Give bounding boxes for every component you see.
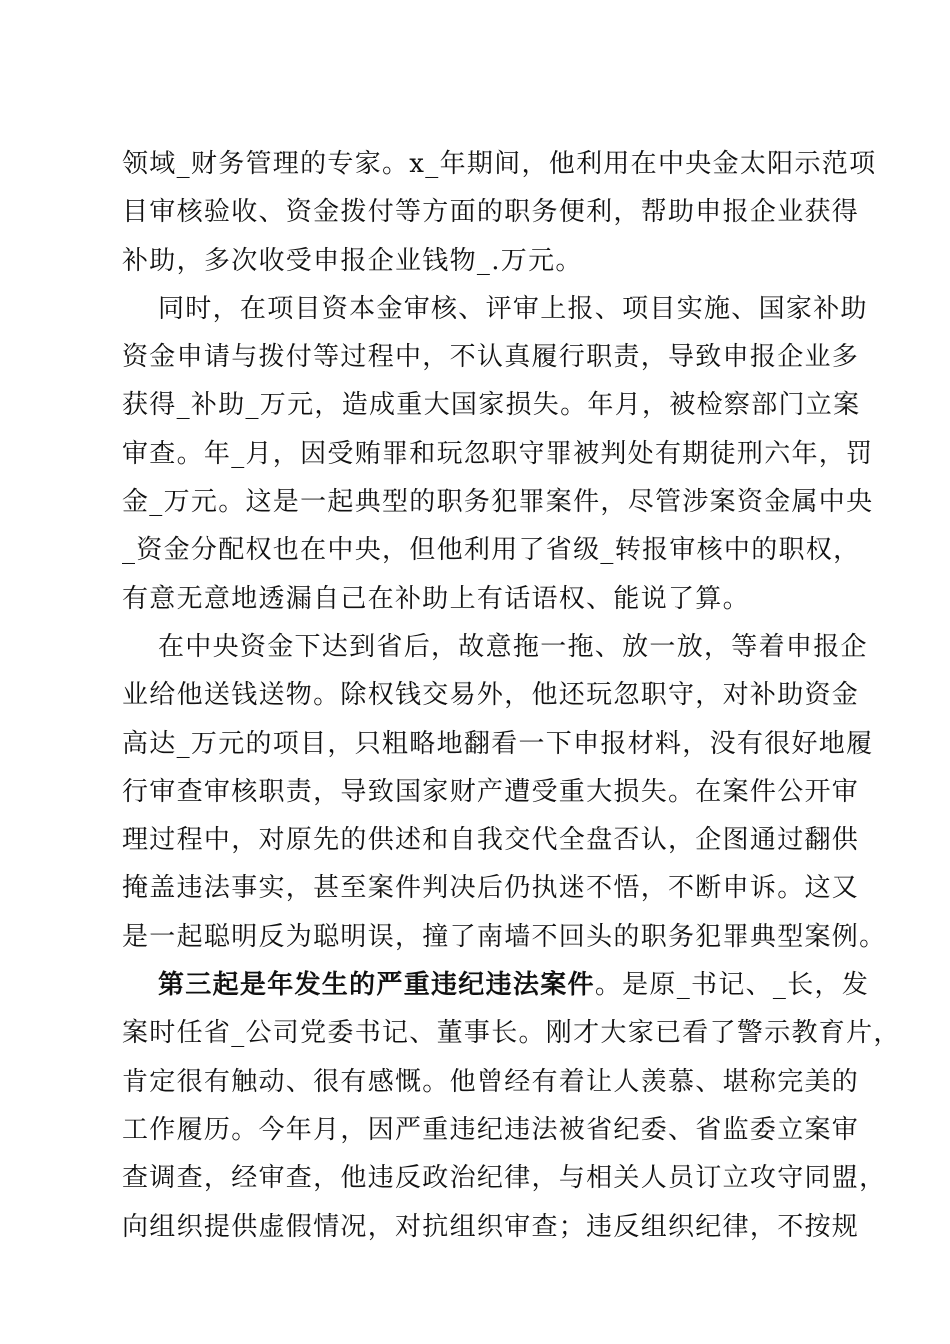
text-line: 资金申请与拨付等过程中，不认真履行职责，导致申报企业多 bbox=[122, 342, 860, 373]
case-heading: 第三起是年发生的严重违纪违法案件 bbox=[158, 970, 595, 1001]
text-line: 在中央资金下达到省后，故意拖一拖、放一放，等着申报企 bbox=[158, 631, 868, 662]
document-body bbox=[122, 140, 901, 1251]
text-line: _资金分配权也在中央，但他利用了省级_转报审核中的职权， bbox=[122, 535, 861, 566]
text-line: 向组织提供虚假情况，对抗组织审查；违反组织纪律，不按规 bbox=[122, 1211, 860, 1242]
text-line-rest: 。是原_书记、_长，发 bbox=[594, 970, 870, 1001]
text-line: 目审核验收、资金拨付等方面的职务便利，帮助申报企业获得 bbox=[122, 197, 860, 228]
text-line: 同时，在项目资本金审核、评审上报、项目实施、国家补助 bbox=[158, 293, 868, 324]
text-line: 领域_财务管理的专家。x_年期间，他利用在中央金太阳示范项 bbox=[122, 149, 877, 179]
text-line: 审查。年_月，因受贿罪和玩忽职守罪被判处有期徒刑六年，罚 bbox=[122, 438, 874, 469]
text-line: 肯定很有触动、很有感慨。他曾经有着让人羡慕、堪称完美的 bbox=[122, 1066, 860, 1097]
text-line: 获得_补助_万元，造成重大国家损失。年月，被检察部门立案 bbox=[122, 390, 861, 421]
text-line: 查调查，经审查，他违反政治纪律，与相关人员订立攻守同盟， bbox=[122, 1163, 887, 1194]
text-line: 工作履历。今年月，因严重违纪违法被省纪委、省监委立案审 bbox=[122, 1114, 860, 1145]
text-line-with-heading bbox=[122, 961, 870, 1009]
text-line: 补助，多次收受申报企业钱物_.万元。 bbox=[122, 245, 583, 276]
text-line: 案时任省_公司党委书记、董事长。刚才大家已看了警示教育片， bbox=[122, 1018, 901, 1049]
text-line: 掩盖违法事实，甚至案件判决后仍执迷不悟，不断申诉。这又 bbox=[122, 873, 860, 904]
text-line: 是一起聪明反为聪明误，撞了南墙不回头的职务犯罪典型案例。 bbox=[122, 921, 887, 952]
text-line: 高达_万元的项目，只粗略地翻看一下申报材料，没有很好地履 bbox=[122, 728, 874, 759]
text-line: 行审查审核职责，导致国家财产遭受重大损失。在案件公开审 bbox=[122, 776, 860, 807]
text-line: 理过程中，对原先的供述和自我交代全盘否认，企图通过翻供 bbox=[122, 825, 860, 856]
text-line: 业给他送钱送物。除权钱交易外，他还玩忽职守，对补助资金 bbox=[122, 680, 860, 711]
text-line: 金_万元。这是一起典型的职务犯罪案件，尽管涉案资金属中央 bbox=[122, 487, 874, 518]
text-line: 有意无意地透漏自己在补助上有话语权、能说了算。 bbox=[122, 583, 750, 614]
